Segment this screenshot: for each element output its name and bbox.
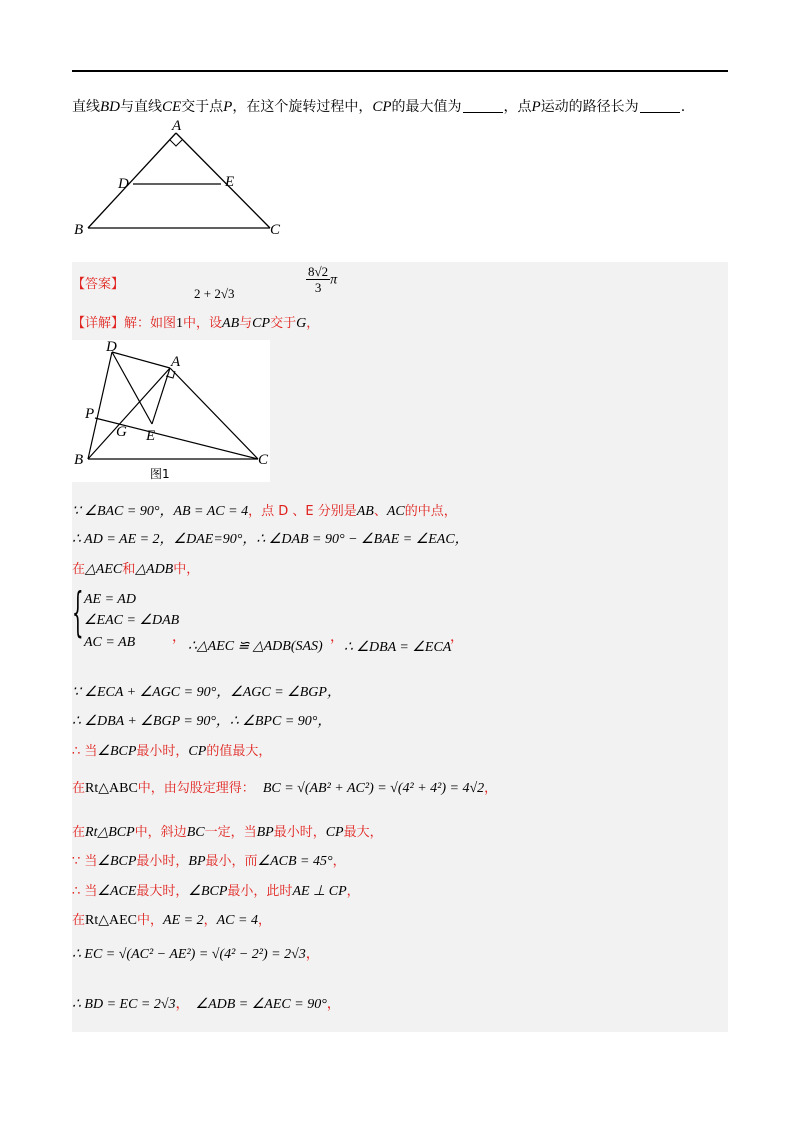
- question-line: [72, 98, 685, 116]
- var-cp: CP: [252, 316, 271, 331]
- answer-value-2: [306, 264, 337, 295]
- step-text: 最大，: [343, 825, 383, 840]
- conclusion-comma: ，: [450, 629, 464, 645]
- step-text: ∴ 当: [72, 884, 98, 899]
- step-text: ，: [346, 884, 360, 899]
- label-p: P: [85, 406, 95, 422]
- math-expr: ∠BCP: [97, 854, 137, 869]
- detail-label: 【详解】: [72, 316, 125, 331]
- step-2: ∴ AD = AE = 2，∠DAE=90°，∴ ∠DAB = 90° − ∠BAE = ∠EAC，: [72, 532, 469, 547]
- system-eq-3: AC = AB: [84, 635, 136, 650]
- step-text: ，: [257, 913, 271, 928]
- step-text: 中，由勾股定理得：: [137, 781, 255, 796]
- step-text: 最小时，: [273, 825, 326, 840]
- math-expr: △AEC: [85, 562, 123, 577]
- label-d: D: [118, 176, 129, 192]
- step-text: 的中点，: [404, 504, 457, 519]
- math-expr: ∠BCP: [188, 884, 228, 899]
- fig-ref: 1: [176, 316, 184, 331]
- answer-blank-2: [640, 100, 680, 113]
- math-expr: ∠BCP: [97, 744, 137, 759]
- system-brace: {: [72, 583, 84, 643]
- label-b: B: [74, 222, 84, 238]
- math-expr: Rt△AEC: [85, 913, 138, 928]
- var-p: P: [531, 99, 541, 115]
- step-3: [72, 561, 199, 579]
- math-expr: AC: [386, 504, 405, 519]
- math-expr: BP: [188, 854, 206, 869]
- figure-caption: 图1: [150, 467, 170, 481]
- answer-value-1: 2 + 2√3: [194, 286, 235, 301]
- label-e: E: [225, 174, 235, 190]
- step-text: 中，: [137, 913, 164, 928]
- step-13: [72, 995, 341, 1014]
- congruence-statement: ∴△AEC ≌ △ADB(SAS): [188, 639, 323, 654]
- step-text: 在: [72, 781, 86, 796]
- step-text: 中，斜边: [134, 825, 187, 840]
- step-text: ，点 D 、E 分别是: [248, 504, 357, 519]
- math-expr: BC = √(AB² + AC²) = √(4² + 4²) = 4√2: [262, 781, 485, 796]
- question-text: ，在这个旋转过程中，: [232, 99, 373, 115]
- system-eq-2: ∠EAC = ∠DAB: [84, 613, 180, 628]
- label-d: D: [106, 340, 117, 355]
- math-expr: ∵ ∠BAC = 90°，AB = AC = 4: [72, 504, 249, 519]
- step-text: 、: [373, 504, 387, 519]
- label-a: A: [171, 354, 181, 370]
- step-text: 一定，当: [204, 825, 257, 840]
- step-12: [72, 945, 320, 964]
- math-expr: Rt△BCP: [85, 825, 135, 840]
- step-text: 在: [72, 825, 86, 840]
- math-expr: ∠ACE: [97, 884, 137, 899]
- label-a: A: [172, 118, 182, 134]
- step-text: 中，: [173, 562, 200, 577]
- fraction-denominator: 3: [314, 280, 322, 295]
- step-text: 和: [122, 562, 136, 577]
- pi-symbol: π: [330, 272, 338, 288]
- step-text: 最小时，: [136, 854, 189, 869]
- math-expr: CP: [188, 744, 207, 759]
- label-c: C: [270, 222, 281, 238]
- step-10: [72, 883, 360, 901]
- math-expr: ∠ADB = ∠AEC = 90°: [195, 997, 327, 1012]
- detail-text: ，: [306, 316, 320, 331]
- var-bd: BD: [100, 99, 120, 115]
- step-8: [72, 824, 383, 842]
- question-text: 直线: [72, 99, 100, 115]
- conclusion-statement: ∴ ∠DBA = ∠ECA: [344, 640, 452, 655]
- step-text: 最小，而: [205, 854, 258, 869]
- question-text: 运动的路径长为: [540, 99, 639, 115]
- step-11: [72, 912, 271, 930]
- math-expr: BC: [186, 825, 205, 840]
- detail-text: 交于: [270, 316, 297, 331]
- label-e: E: [146, 428, 156, 444]
- step-text: ，: [326, 996, 341, 1012]
- step-text: ，: [175, 996, 190, 1012]
- math-expr: ∴ BD = EC = 2√3: [72, 997, 176, 1012]
- step-5: ∴ ∠DBA + ∠BGP = 90°，∴ ∠BPC = 90°，: [72, 714, 332, 729]
- step-9: [72, 853, 346, 871]
- step-text: 最小时，: [136, 744, 189, 759]
- math-expr: ∠ACB = 45°: [257, 854, 333, 869]
- step-text: 最大时，: [136, 884, 189, 899]
- var-g: G: [296, 316, 307, 331]
- label-g: G: [116, 424, 127, 440]
- math-expr: ∴ EC = √(AC² − AE²) = √(4² − 2²) = 2√3: [72, 947, 306, 962]
- detail-text: 与: [239, 316, 253, 331]
- math-expr: △ADB: [135, 562, 174, 577]
- step-1: [72, 503, 457, 521]
- congruence-comma: ，: [330, 629, 344, 645]
- label-b: B: [74, 452, 84, 468]
- step-text: ，: [332, 854, 346, 869]
- step-4: ∵ ∠ECA + ∠AGC = 90°，∠AGC = ∠BGP，: [72, 685, 341, 700]
- step-text: ，: [203, 913, 217, 928]
- fraction-numerator: 8√2: [308, 264, 329, 279]
- step-text: 的值最大，: [206, 744, 272, 759]
- answer-blank-1: [463, 100, 503, 113]
- detail-intro: [72, 315, 319, 333]
- figure-1: [72, 340, 270, 482]
- math-expr: AE = 2: [163, 913, 204, 928]
- math-expr: AC = 4: [216, 913, 258, 928]
- var-cp: CP: [372, 99, 392, 115]
- question-text: 与直线: [120, 99, 162, 115]
- var-ab: AB: [222, 316, 240, 331]
- detail-text: 解：如图: [124, 316, 177, 331]
- answer-label: 【答案】: [72, 277, 125, 292]
- step-text: ∴ 当: [72, 744, 98, 759]
- question-text: 交于点: [181, 99, 224, 115]
- math-expr: AB: [356, 504, 374, 519]
- var-p: P: [223, 99, 233, 115]
- detail-text: 中，设: [183, 316, 223, 331]
- step-6: [72, 743, 271, 761]
- step-text: ∵ 当: [72, 854, 98, 869]
- question-text: 的最大值为: [391, 99, 462, 115]
- triangle-figure: [60, 118, 300, 248]
- math-expr: CP: [325, 825, 344, 840]
- step-text: 最小，此时: [227, 884, 293, 899]
- question-text: .: [680, 99, 686, 115]
- step-7: [72, 780, 497, 798]
- question-text: ，点: [503, 99, 532, 115]
- math-expr: AE ⊥ CP: [292, 884, 347, 899]
- header-rule: [72, 70, 728, 72]
- system-eq-1: AE = AD: [84, 592, 136, 607]
- step-text: 在: [72, 562, 86, 577]
- math-expr: BP: [256, 825, 274, 840]
- step-text: ，: [484, 781, 498, 796]
- step-text: 在: [72, 913, 86, 928]
- var-ce: CE: [162, 99, 182, 115]
- step-text: ，: [305, 946, 320, 962]
- label-c: C: [258, 452, 269, 468]
- math-expr: Rt△ABC: [85, 781, 138, 796]
- system-comma: ，: [172, 629, 186, 645]
